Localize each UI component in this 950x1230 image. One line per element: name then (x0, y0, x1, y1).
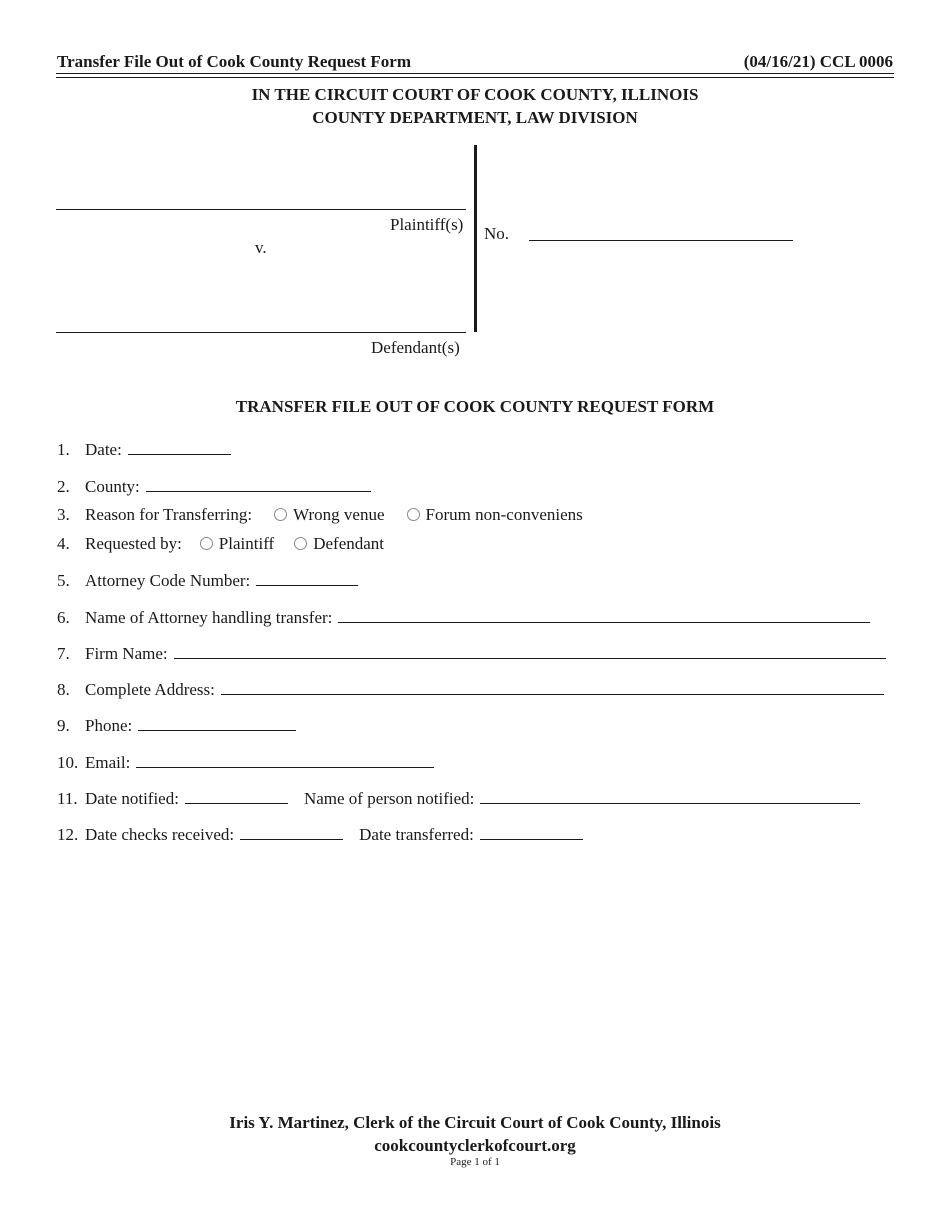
clerk-website[interactable]: cookcountyclerkofcourt.org (374, 1136, 576, 1155)
plaintiff-field[interactable] (56, 209, 466, 210)
item-number: 6. (57, 608, 70, 627)
item-number: 9. (57, 716, 70, 735)
date-field[interactable] (128, 438, 231, 455)
form-item-date-notified (57, 787, 860, 809)
item-number: 12. (57, 825, 79, 844)
attorney-name-field[interactable] (338, 606, 870, 623)
email-label: Email: (85, 753, 131, 772)
date-checks-field[interactable] (240, 823, 343, 840)
requested-by-label: Requested by: (85, 534, 182, 553)
reason-label: Reason for Transferring: (85, 505, 253, 524)
case-number-label: No. (484, 224, 510, 243)
date-notified-field[interactable] (185, 787, 288, 804)
court-division: COUNTY DEPARTMENT, LAW DIVISION (312, 108, 638, 127)
versus-label: v. (255, 238, 267, 257)
item-number: 3. (57, 505, 70, 524)
item-number: 5. (57, 571, 70, 590)
form-item-county (57, 475, 371, 497)
item-number: 4. (57, 534, 70, 553)
request-form-title: TRANSFER FILE OUT OF COOK COUNTY REQUEST FORM (235, 397, 715, 416)
form-item-date-checks (57, 823, 583, 845)
firm-name-label: Firm Name: (85, 644, 168, 663)
person-notified-label: Name of person notified: (303, 789, 475, 808)
wrong-venue-label: Wrong venue (293, 505, 385, 524)
caption-divider (474, 145, 477, 332)
date-transferred-label: Date transferred: (359, 825, 474, 844)
form-item-requested-by (57, 533, 384, 555)
form-item-attorney-code (57, 569, 358, 591)
form-item-email (57, 751, 434, 773)
address-field[interactable] (221, 678, 884, 695)
forum-non-conveniens-radio[interactable] (407, 508, 420, 521)
wrong-venue-radio[interactable] (274, 508, 287, 521)
court-name: IN THE CIRCUIT COURT OF COOK COUNTY, ILLINOIS (251, 85, 699, 104)
person-notified-field[interactable] (480, 787, 860, 804)
date-label: Date: (85, 440, 122, 459)
attorney-code-label: Attorney Code Number: (85, 571, 251, 590)
date-notified-label: Date notified: (85, 789, 179, 808)
date-checks-label: Date checks received: (85, 825, 235, 844)
form-item-address (57, 678, 884, 700)
attorney-name-label: Name of Attorney handling transfer: (85, 608, 333, 627)
plaintiff-label: Plaintiff(s) (390, 215, 464, 234)
attorney-code-field[interactable] (256, 569, 358, 586)
form-item-firm-name (57, 642, 886, 664)
form-item-phone (57, 714, 296, 736)
item-number: 11. (57, 789, 78, 808)
item-number: 7. (57, 644, 70, 663)
plaintiff-option-label: Plaintiff (218, 534, 275, 553)
firm-name-field[interactable] (174, 642, 886, 659)
date-transferred-field[interactable] (480, 823, 583, 840)
form-code: (04/16/21) CCL 0006 (743, 52, 893, 71)
header-rule-secondary (56, 77, 894, 78)
header-rule (56, 73, 894, 74)
form-header-title: Transfer File Out of Cook County Request Form (57, 52, 411, 71)
defendant-field[interactable] (56, 332, 466, 333)
page-number: Page 1 of 1 (450, 1156, 500, 1168)
form-item-reason (57, 504, 583, 526)
forum-non-conveniens-label: Forum non-conveniens (425, 505, 583, 524)
defendant-option-label: Defendant (313, 534, 385, 553)
form-item-attorney-name (57, 606, 870, 628)
item-number: 1. (57, 440, 70, 459)
case-number-field[interactable] (529, 240, 793, 241)
address-label: Complete Address: (85, 680, 215, 699)
defendant-label: Defendant(s) (371, 338, 460, 357)
plaintiff-radio[interactable] (200, 537, 213, 550)
item-number: 2. (57, 477, 70, 496)
item-number: 8. (57, 680, 70, 699)
clerk-name: Iris Y. Martinez, Clerk of the Circuit Court of Cook County, Illinois (229, 1113, 721, 1132)
item-number: 10. (57, 753, 79, 772)
phone-field[interactable] (138, 714, 296, 731)
email-field[interactable] (136, 751, 434, 768)
county-label: County: (85, 477, 140, 496)
defendant-radio[interactable] (294, 537, 307, 550)
phone-label: Phone: (85, 716, 133, 735)
county-field[interactable] (146, 475, 371, 492)
form-item-date (57, 438, 231, 460)
